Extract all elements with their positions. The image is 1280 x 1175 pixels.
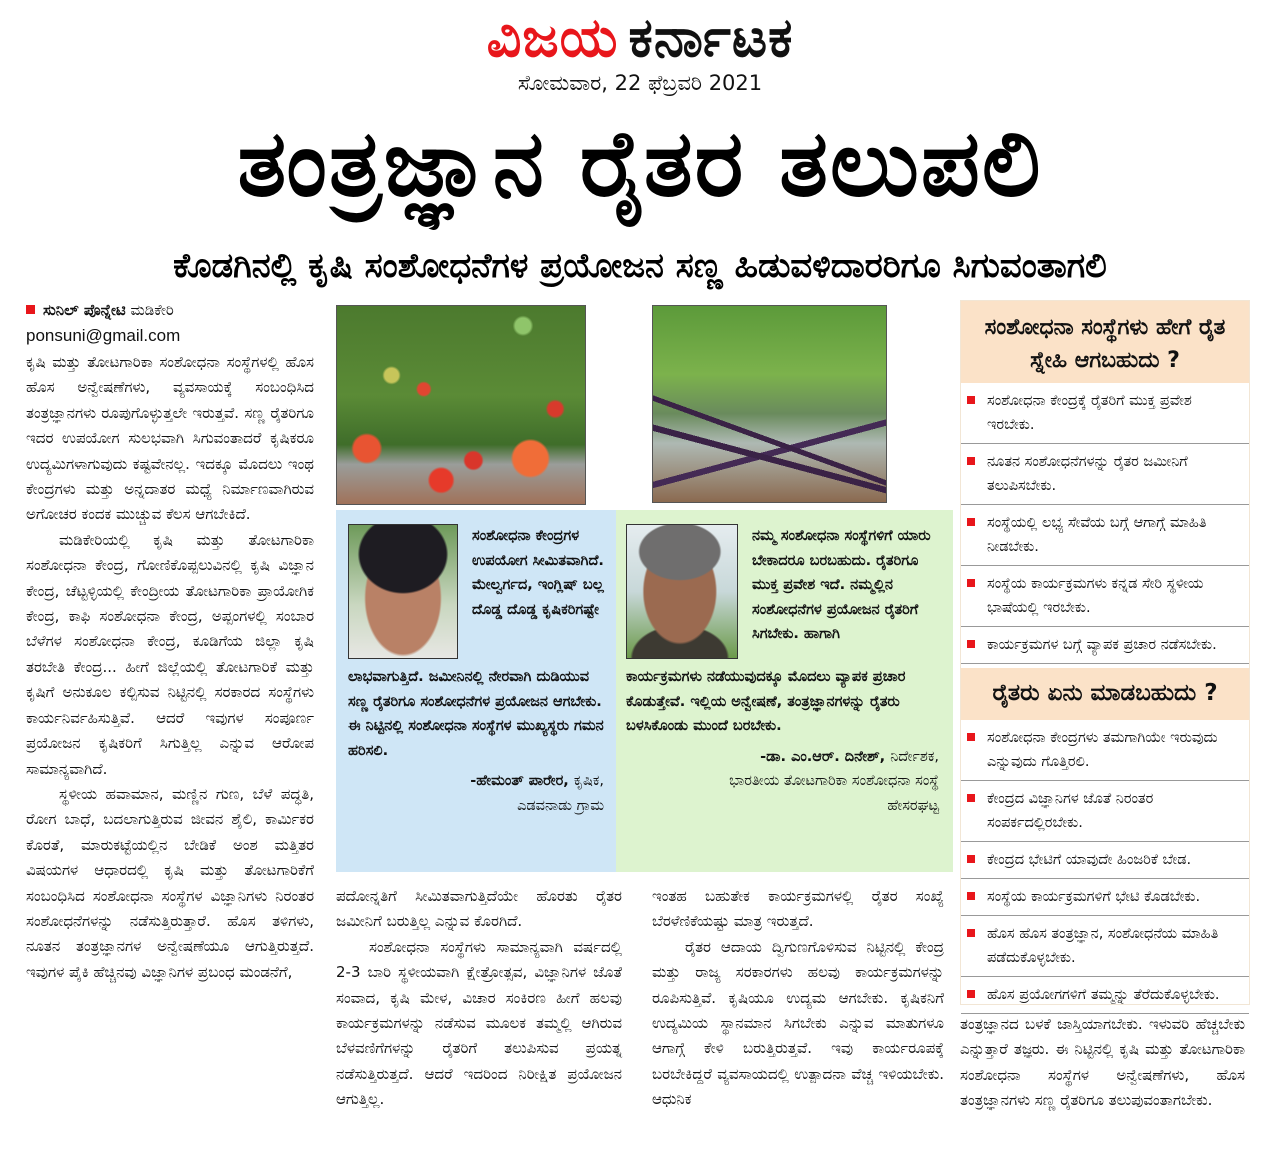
paragraph: ಇಂತಹ ಬಹುತೇಕ ಕಾರ್ಯಕ್ರಮಗಳಲ್ಲಿ ರೈತರ ಸಂಖ್ಯೆ ಬೆರಳೆಣಿಕೆಯಷ್ಟು ಮಾತ್ರ ಇರುತ್ತದೆ. — [652, 887, 944, 931]
list-item: ಸಂಸ್ಥೆಯ ಕಾರ್ಯಕ್ರಮಗಳಿಗೆ ಭೇಟಿ ಕೊಡಬೇಕು. — [961, 879, 1249, 916]
paragraph: ರೈತರ ಆದಾಯ ದ್ವಿಗುಣಗೊಳಿಸುವ ನಿಟ್ಟಿನಲ್ಲಿ ಕೇಂದ್ರ ಮತ್ತು ರಾಜ್ಯ ಸರಕಾರಗಳು ಹಲವು ಕಾರ್ಯಕ್ರಮಗಳನ್ನು ರೂಪಿಸುತ್ತಿವೆ. ಕೃಷಿಯೂ ಉದ್ಯಮ ಆಗಬೇಕು. ಕೃಷಿಕನಿಗೆ ಉದ್ಯಮಿಯ ಸ್ಥಾನಮಾನ ಸಿಗಬೇಕು ಎನ್ನುವ ಮಾತುಗಳೂ ಆಗಾಗ್ಗೆ ಕೇಳಿ ಬರುತ್ತಿರುತ್ತವೆ. ಇವು ಕಾರ್ಯರೂಪಕ್ಕೆ ಬರಬೇಕಿದ್ದರೆ ವ್ಯವಸಾಯದಲ್ಲಿ ಉತ್ಪಾದನಾ ವೆಚ್ಚ ಇಳಿಯಬೇಕು. ಆಧುನಿಕ — [652, 937, 944, 1109]
speaker-name: -ಡಾ. ಎಂ.ಆರ್. ದಿನೇಶ್, — [760, 748, 886, 765]
logo-word-karnataka: ಕರ್ನಾಟಕ — [628, 6, 794, 69]
speaker-name: -ಹೇಮಂತ್ ಪಾರೇರ, — [470, 773, 569, 789]
quote-text-bottom: ಲಾಭವಾಗುತ್ತಿದೆ. ಜಮೀನಿನಲ್ಲಿ ನೇರವಾಗಿ ದುಡಿಯುವ ಸಣ್ಣ ರೈತರಿಗೂ ಸಂಶೋಧನೆಗಳ ಪ್ರಯೋಜನ ಆಗಬೇಕು. ಈ ನಿಟ್ಟಿನಲ್ಲಿ ಸಂಶೋಧನಾ ಸಂಸ್ಥೆಗಳ ಮುಖ್ಯಸ್ಥರು ಗಮನ ಹರಿಸಲಿ. — [348, 669, 604, 759]
body-column-right — [652, 884, 944, 1113]
masthead — [0, 0, 1280, 100]
quote-text-top: ನಮ್ಮ ಸಂಶೋಧನಾ ಸಂಸ್ಥೆಗಳಿಗೆ ಯಾರು ಬೇಕಾದರೂ ಬರಬಹುದು. ರೈತರಿಗೂ ಮುಕ್ತ ಪ್ರವೇಶ ಇದೆ. ನಮ್ಮಲ್ಲಿನ ಸಂಶೋಧನೆಗಳ ಪ್ರಯೋಜನ ರೈತರಿಗೆ ಸಿಗಬೇಕು. ಹಾಗಾಗಿ — [752, 528, 931, 642]
byline — [26, 300, 174, 320]
author-email: ponsuni@gmail.com — [26, 326, 181, 345]
body-column-middle — [336, 884, 622, 1113]
paragraph: ಪದೋನ್ನತಿಗೆ ಸೀಮಿತವಾಗುತ್ತಿದೆಯೇ ಹೊರತು ರೈತರ ಜಮೀನಿಗೆ ಬರುತ್ತಿಲ್ಲ ಎನ್ನುವ ಕೊರಗಿದೆ. — [336, 887, 622, 931]
list-item: ಕೇಂದ್ರದ ಭೇಟಿಗೆ ಯಾವುದೇ ಹಿಂಜರಿಕೆ ಬೇಡ. — [961, 842, 1249, 879]
author-name: ಸುನಿಲ್ ಪೊನ್ನೇಟಿ — [43, 301, 126, 319]
dateline-place: ಮಡಿಕೇರಿ — [130, 301, 174, 319]
farmer-portrait-photo — [348, 524, 458, 659]
quote-attribution — [626, 745, 939, 770]
speaker-place: ಎಡವನಾಡು ಗ್ರಾಮ — [517, 797, 604, 814]
institutions-list — [961, 383, 1249, 664]
subheadline: ಕೊಡಗಿನಲ್ಲಿ ಕೃಷಿ ಸಂಶೋಧನೆಗಳ ಪ್ರಯೋಜನ ಸಣ್ಣ ಹಿಡುವಳಿದಾರರಿಗೂ ಸಿಗುವಂತಾಗಲಿ — [173, 246, 1107, 286]
list-item: ಸಂಸ್ಥೆಯಲ್ಲಿ ಲಭ್ಯ ಸೇವೆಯ ಬಗ್ಗೆ ಆಗಾಗ್ಗೆ ಮಾಹಿತಿ ನೀಡಬೇಕು. — [961, 505, 1249, 566]
body-column-left — [26, 350, 314, 985]
list-item: ಕೇಂದ್ರದ ವಿಜ್ಞಾನಿಗಳ ಜೊತೆ ನಿರಂತರ ಸಂಪರ್ಕದಲ್ಲಿರಬೇಕು. — [961, 781, 1249, 842]
tomato-plants-photo — [336, 305, 586, 505]
paragraph: ಸ್ಥಳೀಯ ಹವಾಮಾನ, ಮಣ್ಣಿನ ಗುಣ, ಬೆಳೆ ಪದ್ಧತಿ, ರೋಗ ಬಾಧೆ, ಬದಲಾಗುತ್ತಿರುವ ಜೀವನ ಶೈಲಿ, ಕಾರ್ಮಿಕರ ಕೊರತೆ, ಮಾರುಕಟ್ಟೆಯಲ್ಲಿನ ಬೇಡಿಕೆ ಅಂಶ ಮತ್ತಿತರ ವಿಷಯಗಳ ಆಧಾರದಲ್ಲಿ ಕೃಷಿ ಮತ್ತು ತೋಟಗಾರಿಕೆಗೆ ಸಂಬಂಧಿಸಿದ ಸಂಶೋಧನಾ ಸಂಸ್ಥೆಗಳ ವಿಜ್ಞಾನಿಗಳು ನಿರಂತರ ಸಂಶೋಧನೆಗಳನ್ನು ನಡೆಸುತ್ತಿರುತ್ತಾರೆ. ಹೊಸ ತಳಿಗಳು, ನೂತನ ತಂತ್ರಜ್ಞಾನಗಳ ಅನ್ವೇಷಣೆಯೂ ಆಗುತ್ತಿರುತ್ತದೆ. ಇವುಗಳ ಪೈಕಿ ಹೆಚ್ಚಿನವು ವಿಜ್ಞಾನಿಗಳ ಪ್ರಬಂಧ ಮಂಡನೆಗೆ, — [26, 784, 314, 981]
list-item: ಸಂಶೋಧನಾ ಕೇಂದ್ರಕ್ಕೆ ರೈತರಿಗೆ ಮುಕ್ತ ಪ್ರವೇಶ ಇರಬೇಕು. — [961, 383, 1249, 444]
quote-text-top: ಸಂಶೋಧನಾ ಕೇಂದ್ರಗಳ ಉಪಯೋಗ ಸೀಮಿತವಾಗಿದೆ. ಮೇಲ್ವರ್ಗದ, ಇಂಗ್ಲಿಷ್ ಬಲ್ಲ ದೊಡ್ಡ ದೊಡ್ಡ ಕೃಷಿಕರಿಗಷ್ಟೇ — [472, 528, 604, 618]
body-column-far-right — [960, 1012, 1245, 1114]
quote-attribution — [348, 769, 604, 794]
speaker-place: ಹೇಸರಘಟ್ಟ — [887, 797, 939, 814]
newspaper-logo — [0, 8, 1280, 68]
speaker-institution: ಭಾರತೀಯ ತೋಟಗಾರಿಕಾ ಸಂಶೋಧನಾ ಸಂಸ್ಥೆ — [729, 773, 939, 789]
quote-box-farmer — [336, 510, 616, 872]
list-item: ಸಂಶೋಧನಾ ಕೇಂದ್ರಗಳು ತಮಗಾಗಿಯೇ ಇರುವುದು ಎನ್ನುವುದು ಗೊತ್ತಿರಲಿ. — [961, 720, 1249, 781]
sidebar-title-institutions: ಸಂಶೋಧನಾ ಸಂಸ್ಥೆಗಳು ಹೇಗೆ ರೈತ ಸ್ನೇಹಿ ಆಗಬಹುದು ? — [961, 301, 1249, 383]
list-item: ಹೊಸ ಪ್ರಯೋಗಗಳಿಗೆ ತಮ್ಮನ್ನು ತೆರೆದುಕೊಳ್ಳಬೇಕು. — [961, 977, 1249, 1014]
edition-date: ಸೋಮವಾರ, 22 ಫೆಬ್ರವರಿ 2021 — [517, 71, 763, 95]
headline: ತಂತ್ರಜ್ಞಾನ ರೈತರ ತಲುಪಲಿ — [237, 110, 1043, 217]
director-portrait-photo — [626, 524, 738, 659]
logo-word-vijaya: ವಿಜಯ — [486, 6, 619, 69]
speaker-role: ಕೃಷಿಕ, — [573, 773, 604, 789]
brinjal-plants-photo — [652, 305, 887, 503]
paragraph: ಕೃಷಿ ಮತ್ತು ತೋಟಗಾರಿಕಾ ಸಂಶೋಧನಾ ಸಂಸ್ಥೆಗಳಲ್ಲಿ ಹೊಸ ಹೊಸ ಅನ್ವೇಷಣೆಗಳು, ವ್ಯವಸಾಯಕ್ಕೆ ಸಂಬಂಧಿಸಿದ ತಂತ್ರಜ್ಞಾನಗಳು ರೂಪುಗೊಳ್ಳುತ್ತಲೇ ಇರುತ್ತವೆ. ಸಣ್ಣ ರೈತರಿಗೂ ಇದರ ಉಪಯೋಗ ಸುಲಭವಾಗಿ ಸಿಗುವಂತಾದರೆ ಕೃಷಿಕರೂ ಉದ್ಯಮಿಗಳಾಗುವುದು ಕಷ್ಟವೇನಲ್ಲ. ಇದಕ್ಕೂ ಮೊದಲು ಇಂಥ ಕೇಂದ್ರಗಳು ಮತ್ತು ಅನ್ನದಾತರ ಮಧ್ಯೆ ನಿರ್ಮಾಣವಾಗಿರುವ ಅಗೋಚರ ಕಂದಕ ಮುಚ್ಚುವ ಕೆಲಸ ಆಗಬೇಕಿದೆ. — [26, 353, 314, 524]
sidebar-title-farmers: ರೈತರು ಏನು ಮಾಡಬಹುದು ? — [961, 668, 1249, 720]
list-item: ಸಂಸ್ಥೆಯ ಕಾರ್ಯಕ್ರಮಗಳು ಕನ್ನಡ ಸೇರಿ ಸ್ಥಳೀಯ ಭಾಷೆಯಲ್ಲಿ ಇರಬೇಕು. — [961, 566, 1249, 627]
quote-box-director — [616, 510, 953, 872]
info-sidebar — [960, 300, 1250, 1005]
list-item: ನೂತನ ಸಂಶೋಧನೆಗಳನ್ನು ರೈತರ ಜಮೀನಿಗೆ ತಲುಪಿಸಬೇಕು. — [961, 444, 1249, 505]
list-item: ಕಾರ್ಯಕ್ರಮಗಳ ಬಗ್ಗೆ ವ್ಯಾಪಕ ಪ್ರಚಾರ ನಡೆಸಬೇಕು. — [961, 627, 1249, 664]
paragraph: ಸಂಶೋಧನಾ ಸಂಸ್ಥೆಗಳು ಸಾಮಾನ್ಯವಾಗಿ ವರ್ಷದಲ್ಲಿ 2-3 ಬಾರಿ ಸ್ಥಳೀಯವಾಗಿ ಕ್ಷೇತ್ರೋತ್ಸವ, ವಿಜ್ಞಾನಿಗಳ ಜೊತೆ ಸಂವಾದ, ಕೃಷಿ ಮೇಳ, ವಿಚಾರ ಸಂಕಿರಣ ಹೀಗೆ ಹಲವು ಕಾರ್ಯಕ್ರಮಗಳನ್ನು ನಡೆಸುವ ಮೂಲಕ ತಮ್ಮಲ್ಲಿ ಆಗಿರುವ ಬೆಳವಣಿಗೆಗಳನ್ನು ರೈತರಿಗೆ ತಲುಪಿಸುವ ಪ್ರಯತ್ನ ನಡೆಸುತ್ತಿರುತ್ತದೆ. ಆದರೆ ಇದರಿಂದ ನಿರೀಕ್ಷಿತ ಪ್ರಯೋಜನ ಆಗುತ್ತಿಲ್ಲ. — [336, 937, 622, 1109]
speaker-role: ನಿರ್ದೇಶಕ, — [890, 748, 939, 765]
list-item: ಹೊಸ ಹೊಸ ತಂತ್ರಜ್ಞಾನ, ಸಂಶೋಧನೆಯ ಮಾಹಿತಿ ಪಡೆದುಕೊಳ್ಳಬೇಕು. — [961, 916, 1249, 977]
farmers-list — [961, 720, 1249, 1014]
quote-text-bottom: ಕಾರ್ಯಕ್ರಮಗಳು ನಡೆಯುವುದಕ್ಕೂ ಮೊದಲು ವ್ಯಾಪಕ ಪ್ರಚಾರ ಕೊಡುತ್ತೇವೆ. ಇಲ್ಲಿಯ ಅನ್ವೇಷಣೆ, ತಂತ್ರಜ್ಞಾನಗಳನ್ನು ರೈತರು ಬಳಸಿಕೊಂಡು ಮುಂದೆ ಬರಬೇಕು. — [626, 669, 906, 734]
paragraph: ಮಡಿಕೇರಿಯಲ್ಲಿ ಕೃಷಿ ಮತ್ತು ತೋಟಗಾರಿಕಾ ಸಂಶೋಧನಾ ಕೇಂದ್ರ, ಗೋಣಿಕೊಪ್ಪಲುವಿನಲ್ಲಿ ಕೃಷಿ ವಿಜ್ಞಾನ ಕೇಂದ್ರ, ಚೆಟ್ಟಳ್ಳಿಯಲ್ಲಿ ಕೇಂದ್ರೀಯ ತೋಟಗಾರಿಕಾ ಪ್ರಾಯೋಗಿಕ ಕೇಂದ್ರ, ಕಾಫಿ ಸಂಶೋಧನಾ ಕೇಂದ್ರ, ಅಪ್ಪಂಗಳಲ್ಲಿ ಸಂಬಾರ ಬೆಳೆಗಳ ಸಂಶೋಧನಾ ಕೇಂದ್ರ, ಕೂಡಿಗೆಯ ಜಿಲ್ಲಾ ಕೃಷಿ ತರಬೇತಿ ಕೇಂದ್ರ... ಹೀಗೆ ಜಿಲ್ಲೆಯಲ್ಲಿ ತೋಟಗಾರಿಕೆ ಮತ್ತು ಕೃಷಿಗೆ ಅನುಕೂಲ ಕಲ್ಪಿಸುವ ನಿಟ್ಟಿನಲ್ಲಿ ಸರಕಾರದ ಸಂಸ್ಥೆಗಳು ಕಾರ್ಯನಿರ್ವಹಿಸುತ್ತಿವೆ. ಆದರೆ ಇವುಗಳ ಸಂಪೂರ್ಣ ಪ್ರಯೋಜನ ಕೃಷಿಕರಿಗೆ ಸಿಗುತ್ತಿಲ್ಲ ಎನ್ನುವ ಆರೋಪ ಸಾಮಾನ್ಯವಾಗಿದೆ. — [26, 530, 314, 778]
paragraph: ತಂತ್ರಜ್ಞಾನದ ಬಳಕೆ ಜಾಸ್ತಿಯಾಗಬೇಕು. ಇಳುವರಿ ಹೆಚ್ಚಬೇಕು ಎನ್ನುತ್ತಾರೆ ತಜ್ಞರು. ಈ ನಿಟ್ಟಿನಲ್ಲಿ ಕೃಷಿ ಮತ್ತು ತೋಟಗಾರಿಕಾ ಸಂಶೋಧನಾ ಸಂಸ್ಥೆಗಳ ಅನ್ವೇಷಣೆಗಳು, ಹೊಸ ತಂತ್ರಜ್ಞಾನಗಳು ಸಣ್ಣ ರೈತರಿಗೂ ತಲುಪುವಂತಾಗಬೇಕು. — [960, 1015, 1245, 1110]
red-square-bullet-icon — [26, 305, 35, 314]
